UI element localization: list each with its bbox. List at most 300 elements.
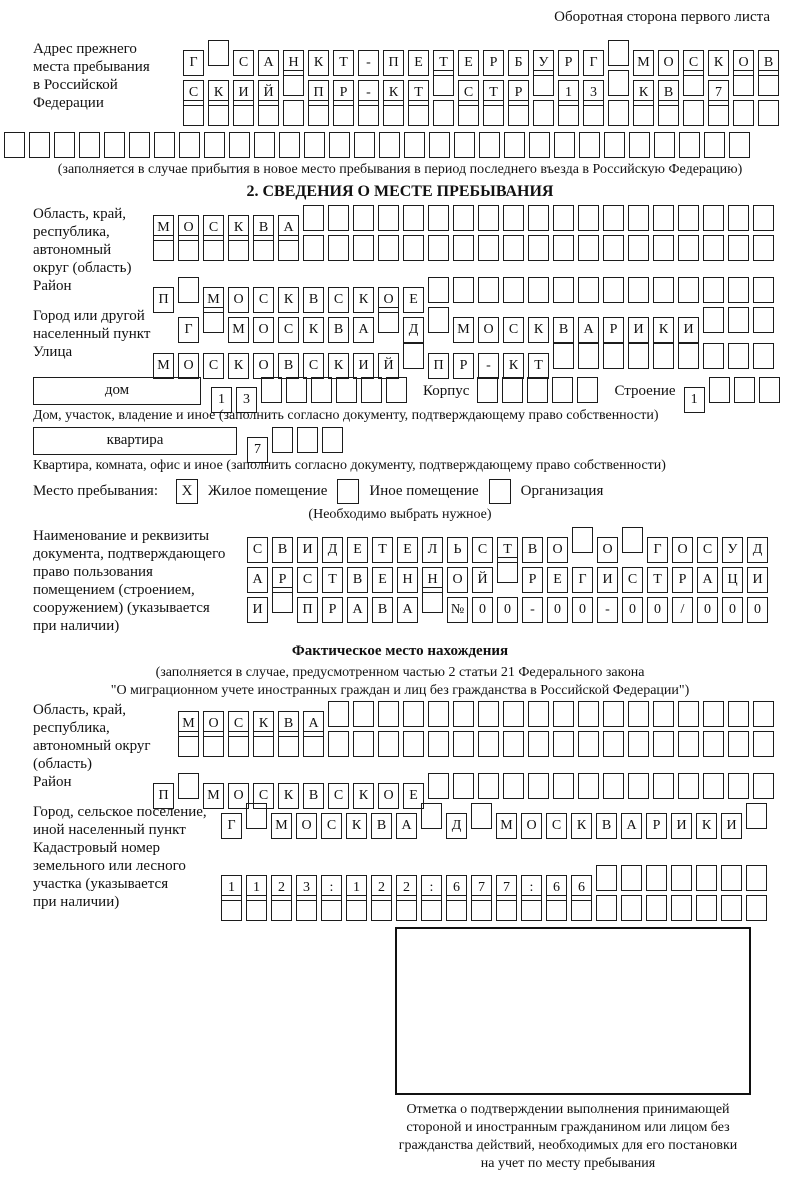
- char-cell: Б: [508, 50, 529, 76]
- char-cell: [709, 377, 730, 403]
- doc-label-line: сооружением) (указывается: [33, 600, 210, 616]
- char-cell: [728, 773, 749, 799]
- char-cell: 7: [247, 437, 268, 463]
- char-cell: Р: [603, 317, 624, 343]
- char-cell: С: [233, 50, 254, 76]
- char-cell: [308, 100, 329, 126]
- char-cell: [503, 731, 524, 757]
- char-cell: 0: [622, 597, 643, 623]
- char-cell: 2: [271, 875, 292, 901]
- char-cell: [353, 205, 374, 231]
- char-cell: Г: [221, 813, 242, 839]
- char-cell: И: [233, 80, 254, 106]
- char-cell: [408, 100, 429, 126]
- actual-region-block: [33, 701, 800, 773]
- char-cell: [296, 895, 317, 921]
- char-cell: [628, 277, 649, 303]
- char-cell: О: [378, 783, 399, 809]
- char-cell: [54, 132, 75, 158]
- confirmation-caption-line: гражданства действий, необходимых для его постановки: [398, 1138, 738, 1153]
- apartment-label-box: квартира: [33, 427, 237, 455]
- char-cell: И: [747, 567, 768, 593]
- char-cell: [633, 100, 654, 126]
- confirmation-caption-line: Отметка о подтверждении выполнения принимающей: [406, 1102, 730, 1117]
- actual-city-label: [33, 803, 221, 839]
- cadastre-label-line: земельного или лесного: [33, 858, 186, 874]
- char-cell: О: [597, 537, 618, 563]
- char-cell: [502, 377, 523, 403]
- prev-address-rows: [183, 40, 783, 130]
- region-label-line: округ (область): [33, 260, 132, 276]
- char-cell: [577, 377, 598, 403]
- char-cell: [428, 235, 449, 261]
- cadastre-label-line: при наличии): [33, 894, 120, 910]
- char-cell: П: [153, 287, 174, 313]
- char-cell: Ц: [722, 567, 743, 593]
- char-cell: [346, 895, 367, 921]
- char-cell: Н: [422, 567, 443, 593]
- char-cell: [653, 701, 674, 727]
- char-cell: [653, 277, 674, 303]
- char-cell: [433, 100, 454, 126]
- char-cell: [703, 343, 724, 369]
- char-cell: [728, 731, 749, 757]
- char-cell: 7: [471, 875, 492, 901]
- char-cell: 7: [496, 875, 517, 901]
- region-label-line: Область, край,: [33, 206, 127, 222]
- char-cell: О: [178, 353, 199, 379]
- char-cell: В: [658, 80, 679, 106]
- char-cell: В: [522, 537, 543, 563]
- char-cell: [528, 235, 549, 261]
- char-cell: Т: [333, 50, 354, 76]
- korpus-label: Корпус: [423, 383, 470, 399]
- char-cell: Г: [178, 317, 199, 343]
- stay-option-residential: Жилое помещение: [208, 482, 328, 499]
- cadastre-rows: [221, 839, 771, 925]
- actual-region-label-line: Область, край,: [33, 702, 127, 718]
- char-cell: [279, 132, 300, 158]
- char-cell: [297, 427, 318, 453]
- char-cell: С: [203, 215, 224, 241]
- char-cell: Т: [372, 537, 393, 563]
- char-cell: [621, 865, 642, 891]
- char-cell: [528, 773, 549, 799]
- char-cell: [286, 377, 307, 403]
- char-cell: [554, 132, 575, 158]
- char-cell: Г: [583, 50, 604, 76]
- char-cell: А: [397, 597, 418, 623]
- char-cell: [208, 40, 229, 66]
- char-cell: [321, 895, 342, 921]
- char-cell: А: [278, 215, 299, 241]
- char-cell: 0: [722, 597, 743, 623]
- char-cell: С: [203, 353, 224, 379]
- char-cell: [428, 701, 449, 727]
- char-cell: [658, 100, 679, 126]
- char-cell: [183, 100, 204, 126]
- char-cell: [246, 895, 267, 921]
- char-cell: 6: [571, 875, 592, 901]
- char-cell: Е: [408, 50, 429, 76]
- char-cell: С: [328, 287, 349, 313]
- char-cell: [453, 277, 474, 303]
- district-block: [33, 277, 800, 307]
- char-cell: М: [153, 353, 174, 379]
- char-cell: 3: [296, 875, 317, 901]
- char-cell: [703, 277, 724, 303]
- char-cell: К: [308, 50, 329, 76]
- char-row: [178, 307, 778, 337]
- char-cell: М: [453, 317, 474, 343]
- char-cell: М: [203, 783, 224, 809]
- char-cell: [478, 773, 499, 799]
- region-rows: [153, 205, 778, 265]
- cadastre-block: [33, 839, 800, 925]
- char-cell: [403, 205, 424, 231]
- char-cell: [303, 235, 324, 261]
- char-cell: Е: [403, 287, 424, 313]
- char-cell: /: [672, 597, 693, 623]
- char-cell: [503, 205, 524, 231]
- char-cell: [178, 235, 199, 261]
- char-cell: [728, 343, 749, 369]
- char-cell: [328, 235, 349, 261]
- char-cell: -: [478, 353, 499, 379]
- actual-region-label: [33, 701, 178, 773]
- char-cell: В: [278, 711, 299, 737]
- char-cell: А: [247, 567, 268, 593]
- char-cell: А: [396, 813, 417, 839]
- char-cell: И: [247, 597, 268, 623]
- char-cell: [154, 132, 175, 158]
- char-cell: [678, 343, 699, 369]
- char-row: [211, 377, 411, 407]
- char-cell: [228, 235, 249, 261]
- char-cell: М: [153, 215, 174, 241]
- char-cell: С: [278, 317, 299, 343]
- char-cell: С: [253, 783, 274, 809]
- region-block: [33, 205, 800, 277]
- char-cell: [758, 70, 779, 96]
- city-label-line: населенный пункт: [33, 326, 151, 342]
- stay-option-organization: Организация: [520, 482, 604, 499]
- char-cell: [628, 235, 649, 261]
- char-cell: [578, 277, 599, 303]
- char-cell: [422, 587, 443, 613]
- char-row: [183, 70, 783, 100]
- char-cell: [378, 701, 399, 727]
- char-cell: [478, 205, 499, 231]
- char-cell: К: [278, 783, 299, 809]
- char-cell: [721, 895, 742, 921]
- char-cell: Р: [672, 567, 693, 593]
- char-cell: [678, 277, 699, 303]
- char-cell: [361, 377, 382, 403]
- char-cell: [353, 731, 374, 757]
- char-cell: Р: [508, 80, 529, 106]
- char-cell: 3: [236, 387, 257, 413]
- char-cell: Т: [483, 80, 504, 106]
- char-cell: Р: [558, 50, 579, 76]
- char-cell: О: [447, 567, 468, 593]
- doc-block: [33, 527, 800, 635]
- char-cell: [734, 377, 755, 403]
- char-cell: [79, 132, 100, 158]
- char-cell: С: [297, 567, 318, 593]
- doc-label-line: при наличии): [33, 618, 120, 634]
- char-row: [178, 701, 778, 731]
- char-cell: И: [678, 317, 699, 343]
- char-row: [153, 235, 778, 261]
- char-cell: [503, 235, 524, 261]
- house-label-box: дом: [33, 377, 201, 405]
- char-cell: Й: [378, 353, 399, 379]
- char-cell: [204, 132, 225, 158]
- char-cell: [621, 895, 642, 921]
- char-cell: [178, 773, 199, 799]
- char-cell: Р: [322, 597, 343, 623]
- actual-location-note-line2: "О миграционном учете иностранных граждан и лиц без гражданства в Российской Федерации"): [110, 683, 690, 698]
- char-cell: [603, 343, 624, 369]
- char-cell: Е: [372, 567, 393, 593]
- char-cell: [703, 235, 724, 261]
- prev-address-label-line: Адрес прежнего: [33, 41, 137, 57]
- char-cell: [678, 731, 699, 757]
- prev-address-label: [33, 40, 183, 112]
- char-cell: Р: [483, 50, 504, 76]
- char-cell: [304, 132, 325, 158]
- char-cell: [528, 277, 549, 303]
- char-cell: [477, 377, 498, 403]
- char-cell: [496, 895, 517, 921]
- stay-type-checkbox-organization: [489, 479, 511, 504]
- char-cell: [527, 377, 548, 403]
- char-cell: К: [528, 317, 549, 343]
- char-cell: М: [203, 287, 224, 313]
- char-cell: В: [371, 813, 392, 839]
- char-cell: М: [228, 317, 249, 343]
- char-cell: [733, 70, 754, 96]
- char-cell: [553, 205, 574, 231]
- char-cell: [497, 557, 518, 583]
- prev-address-label-line: Федерации: [33, 95, 104, 111]
- char-cell: [503, 277, 524, 303]
- char-cell: [428, 731, 449, 757]
- region-label-line: республика,: [33, 224, 110, 240]
- city-label-line: Город или другой: [33, 308, 145, 324]
- char-row: [153, 773, 778, 803]
- stay-type-checkbox-other-premises: [337, 479, 359, 504]
- char-cell: Г: [647, 537, 668, 563]
- char-cell: И: [628, 317, 649, 343]
- char-cell: [529, 132, 550, 158]
- char-cell: -: [358, 50, 379, 76]
- char-cell: О: [733, 50, 754, 76]
- char-cell: [683, 100, 704, 126]
- char-cell: [396, 895, 417, 921]
- char-cell: [278, 235, 299, 261]
- char-row: [247, 427, 347, 457]
- char-cell: [221, 895, 242, 921]
- char-cell: 0: [747, 597, 768, 623]
- char-cell: Е: [347, 537, 368, 563]
- char-cell: О: [672, 537, 693, 563]
- char-cell: [646, 895, 667, 921]
- char-cell: [528, 205, 549, 231]
- char-cell: К: [353, 783, 374, 809]
- char-cell: И: [721, 813, 742, 839]
- region-label: [33, 205, 153, 277]
- char-cell: 1: [246, 875, 267, 901]
- char-cell: [603, 277, 624, 303]
- char-cell: :: [321, 875, 342, 901]
- char-cell: [683, 70, 704, 96]
- char-cell: [454, 132, 475, 158]
- char-cell: 0: [647, 597, 668, 623]
- char-cell: 2: [371, 875, 392, 901]
- char-cell: [733, 100, 754, 126]
- char-cell: [478, 731, 499, 757]
- char-cell: Н: [397, 567, 418, 593]
- char-cell: [558, 100, 579, 126]
- char-cell: С: [683, 50, 704, 76]
- char-cell: [253, 731, 274, 757]
- char-cell: 1: [346, 875, 367, 901]
- char-cell: К: [303, 317, 324, 343]
- actual-city-block: [33, 803, 800, 839]
- apartment-note: Квартира, комната, офис и иное (заполнить согласно документу, подтверждающему право собственности): [33, 458, 666, 473]
- char-cell: Г: [183, 50, 204, 76]
- char-cell: [283, 100, 304, 126]
- char-cell: [254, 132, 275, 158]
- char-cell: [311, 377, 332, 403]
- char-cell: [746, 865, 767, 891]
- char-row: [221, 803, 771, 833]
- char-row: [183, 40, 783, 70]
- char-cell: 0: [497, 597, 518, 623]
- char-cell: :: [421, 875, 442, 901]
- actual-region-label-line: автономный округ: [33, 738, 151, 754]
- char-cell: [503, 773, 524, 799]
- char-cell: К: [346, 813, 367, 839]
- prev-address-note: (заполняется в случае прибытия в новое место пребывания в период последнего въезда в Российскую Федерацию): [57, 162, 743, 177]
- char-cell: [333, 100, 354, 126]
- char-cell: [678, 205, 699, 231]
- char-cell: [483, 100, 504, 126]
- char-cell: [553, 235, 574, 261]
- char-cell: А: [697, 567, 718, 593]
- char-cell: [728, 235, 749, 261]
- char-cell: 6: [546, 875, 567, 901]
- char-cell: [271, 895, 292, 921]
- char-cell: М: [271, 813, 292, 839]
- char-cell: К: [278, 287, 299, 313]
- char-cell: 0: [547, 597, 568, 623]
- char-cell: Д: [747, 537, 768, 563]
- char-cell: [578, 701, 599, 727]
- char-cell: К: [353, 287, 374, 313]
- char-cell: П: [428, 353, 449, 379]
- char-cell: [329, 132, 350, 158]
- prev-address-label-line: места пребывания: [33, 59, 150, 75]
- char-cell: [628, 731, 649, 757]
- char-cell: [728, 277, 749, 303]
- char-cell: [578, 773, 599, 799]
- char-cell: [272, 587, 293, 613]
- char-cell: Т: [322, 567, 343, 593]
- char-cell: [728, 205, 749, 231]
- char-cell: В: [272, 537, 293, 563]
- char-cell: В: [278, 353, 299, 379]
- char-cell: С: [503, 317, 524, 343]
- char-cell: [278, 731, 299, 757]
- char-cell: [178, 731, 199, 757]
- char-cell: [421, 895, 442, 921]
- char-cell: [721, 865, 742, 891]
- char-cell: О: [253, 353, 274, 379]
- char-cell: 0: [572, 597, 593, 623]
- confirmation-caption-line: на учет по месту пребывания: [480, 1156, 656, 1171]
- doc-label-line: документа, подтверждающего: [33, 546, 226, 562]
- char-cell: [403, 235, 424, 261]
- char-cell: [546, 895, 567, 921]
- char-cell: [403, 731, 424, 757]
- char-cell: [453, 773, 474, 799]
- char-cell: [453, 235, 474, 261]
- char-cell: С: [328, 783, 349, 809]
- char-cell: [261, 377, 282, 403]
- char-cell: С: [546, 813, 567, 839]
- char-cell: [678, 701, 699, 727]
- char-cell: [533, 70, 554, 96]
- char-cell: К: [228, 353, 249, 379]
- char-cell: Т: [647, 567, 668, 593]
- char-cell: В: [553, 317, 574, 343]
- char-cell: [553, 731, 574, 757]
- char-cell: [328, 731, 349, 757]
- char-cell: К: [653, 317, 674, 343]
- char-cell: Й: [258, 80, 279, 106]
- char-cell: В: [253, 215, 274, 241]
- char-cell: [129, 132, 150, 158]
- char-cell: [429, 132, 450, 158]
- char-cell: Й: [472, 567, 493, 593]
- char-cell: [258, 100, 279, 126]
- char-row: [183, 100, 783, 126]
- char-cell: 1: [558, 80, 579, 106]
- char-cell: -: [358, 80, 379, 106]
- char-cell: С: [622, 567, 643, 593]
- char-cell: [478, 701, 499, 727]
- char-cell: [378, 731, 399, 757]
- char-cell: М: [633, 50, 654, 76]
- char-cell: [583, 100, 604, 126]
- char-cell: [446, 895, 467, 921]
- char-cell: [728, 307, 749, 333]
- char-cell: [628, 205, 649, 231]
- char-cell: О: [253, 317, 274, 343]
- char-cell: -: [597, 597, 618, 623]
- char-cell: [703, 773, 724, 799]
- char-cell: К: [696, 813, 717, 839]
- char-cell: [596, 865, 617, 891]
- char-cell: [758, 100, 779, 126]
- char-row: [153, 277, 778, 307]
- char-cell: Р: [646, 813, 667, 839]
- prev-address-label-line: в Российской: [33, 77, 118, 93]
- char-cell: [608, 70, 629, 96]
